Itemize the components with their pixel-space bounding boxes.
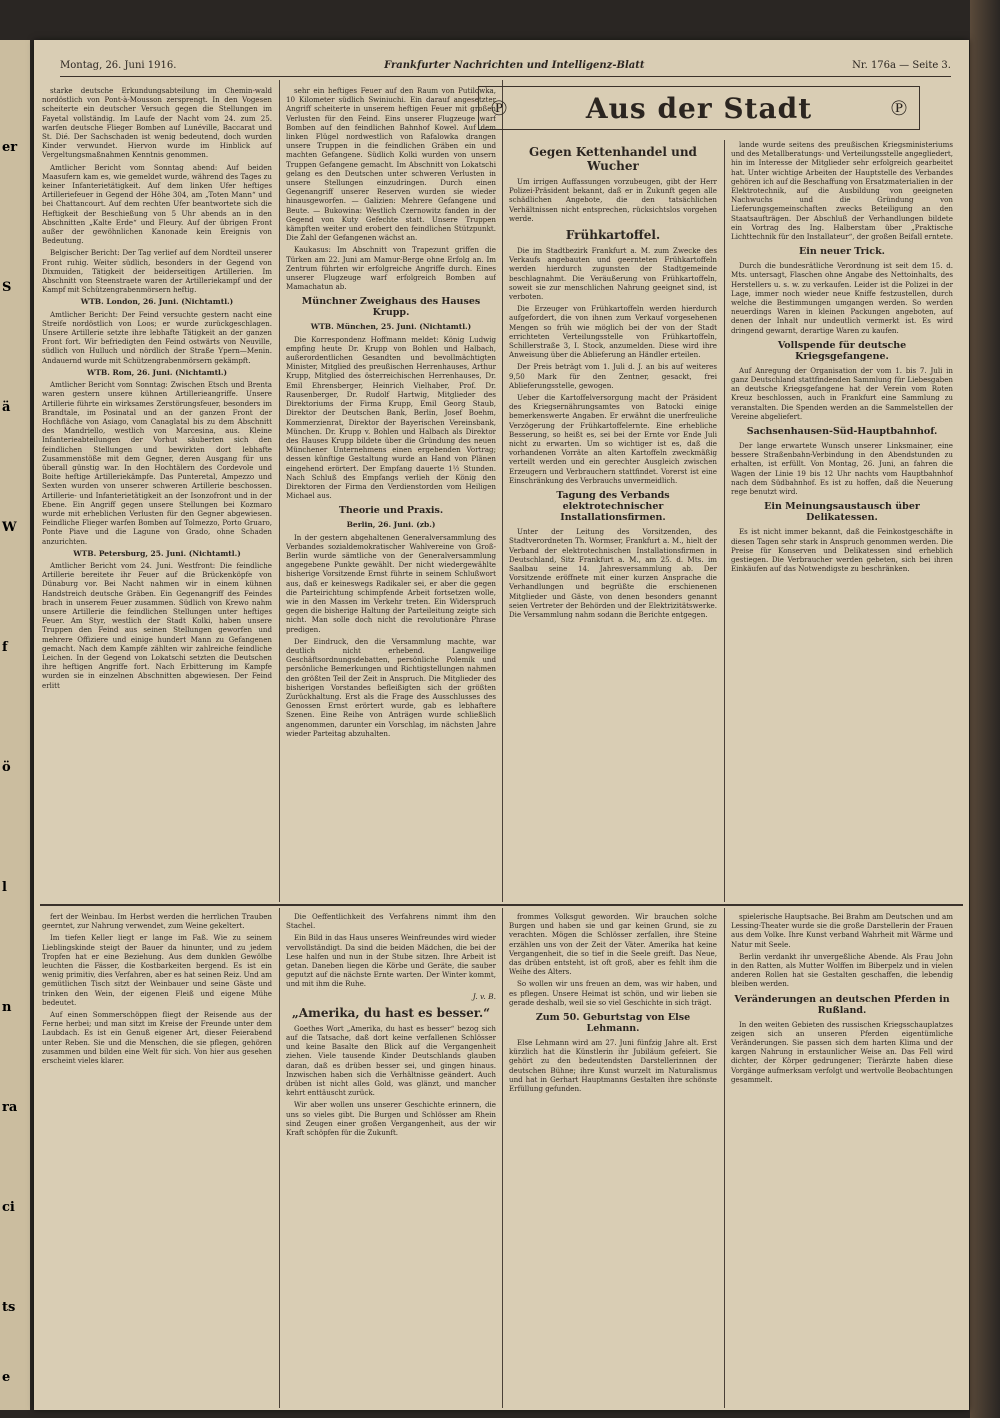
column-feuilleton	[731, 912, 953, 1404]
article-heading: Ein Meinungsaustausch über Delikatessen.	[764, 501, 920, 524]
paragraph: Belgischer Bericht: Der Tag verlief auf dem Nordteil unserer Front ruhig. Weiter südlich, besonders in der Gegend von Dixmuiden, Tätigkeit der beiderseitigen Artillerien. Im Abschnitt von Steenstraete waren der Artilleriekampf und der Kampf mit Schützengrabenmörsern heftig.	[42, 248, 272, 295]
strip-fragment: e	[2, 1370, 11, 1385]
paper-name: Frankfurter Nachrichten und Intelligenz-Blatt	[384, 59, 645, 71]
paragraph: Es ist nicht immer bekannt, daß die Feinkostgeschäfte in diesen Tagen sehr stark in Anspruch genommen werden. Die Preise für Konserven und Delikatessen sind erheblich gestiegen. Die Verbraucher werden gebeten, sich bei ihren Einkäufen auf das Notwendigste zu beschränken.	[731, 527, 953, 574]
dateline: WTB. München, 25. Juni. (Nichtamtl.)	[310, 322, 472, 332]
paragraph: Die Erzeuger von Frühkartoffeln werden hierdurch aufgefordert, die von ihnen zum Verkauf vorgesehenen Mengen so früh wie möglich bei der von der Stadt errichteten Verteilungsstelle von Frühkartoffeln, Schillerstraße 3, I. Stock, anzumelden. Diese wird ihre Anweisung über die Ablieferung an Händler erteilen.	[509, 304, 717, 360]
paragraph: Else Lehmann wird am 27. Juni fünfzig Jahre alt. Erst kürzlich hat die Künstlerin ihr Jubiläum gefeiert. Sie gehört zu den bedeutendsten Darstellerinnen der deutschen Bühne; ihre Kunst wurzelt im Naturalismus und hat in Gerhart Hauptmanns Gestalten ihre schönste Erfüllung gefunden.	[509, 1038, 717, 1094]
paragraph: Die im Stadtbezirk Frankfurt a. M. zum Zwecke des Verkaufs angebauten und geernteten Frühkartoffeln werden hierdurch zugunsten der Stadtgemeinde beschlagnahmt. Die Veräußerung von Frühkartoffeln, soweit sie zur menschlichen Nahrung geeignet sind, ist verboten.	[509, 246, 717, 302]
column-local-notes	[731, 140, 953, 902]
strip-fragment: ci	[2, 1200, 15, 1215]
ornament-icon: ℗	[490, 96, 508, 121]
article-heading: Zum 50. Geburtstag von Else Lehmann.	[535, 1012, 691, 1035]
paragraph: Wir aber wollen uns unserer Geschichte erinnern, die uns so vieles gibt. Die Burgen und Schlösser am Rhein sind Zeugen einer großen Vergangenheit, aus der wir Kraft schöpfen für die Zukunft.	[286, 1100, 496, 1138]
ornament-icon: ℗	[890, 96, 908, 121]
strip-fragment: l	[2, 880, 7, 895]
paragraph: Im tiefen Keller liegt er lange im Faß. Wie zu seinem Lieblingskinde steigt der Bauer da hinunter, und zu jedem Tropfen hat er eine Beziehung. Aus dem dunklen Gewölbe leuchten die Fässer, die Kostbarkeiten bergend. Es ist ein wenig primitiv, dies Verfahren, aber es hat seinen Reiz. Und am gemütlichen Tisch sitzt der Weinbauer und seine Gäste und trinken den Wein, der eigenen Fleiß und eigene Mühe bedeutet.	[42, 933, 272, 1007]
article-heading: „Amerika, du hast es besser.“	[291, 1005, 491, 1020]
column-feuilleton	[42, 912, 272, 1404]
paragraph: Unter der Leitung des Vorsitzenden, des Stadtverordneten Th. Wormser, Frankfurt a. M., hielt der Verband der elektrotechnischen Installationsfirmen in Deutschland, Sitz Frankfurt a. M., am 25. d. Mts. im Saalbau seine 14. Jahresversammlung ab. Der Vorsitzende eröffnete mit einer kurzen Ansprache die Verhandlungen und begrüßte die erschienenen Mitglieder und Gäste, von denen besonders genannt seien Vertreter der Behörden und der Elektrizitätswerke. Die Versammlung nahm sodann die Berichte entgegen.	[509, 527, 717, 619]
article-heading: Gegen Kettenhandel und Wucher	[529, 145, 697, 173]
section-title: Aus der Stadt	[585, 91, 813, 125]
article-heading: Theorie und Praxis.	[338, 505, 444, 517]
strip-fragment: W	[2, 520, 17, 535]
article-heading: Frühkartoffel.	[565, 228, 661, 243]
paragraph: Um irrigen Auffassungen vorzubeugen, gibt der Herr Polizei-Präsident bekannt, daß er in Zukunft gegen alle schädlichen Angebote, die den tatsächlichen Verhältnissen nicht entsprechen, rücksichtslos vorgehen werde.	[509, 177, 717, 223]
paragraph: Die Korrespondenz Hoffmann meldet: König Ludwig empfing heute Dr. Krupp von Bohlen und Halbach, außerordentlichen Gesandten und bevollmächtigten Minister, Mitglied des preußischen Herrenhauses, Arthur Krupp, Mitglied des österreichischen Herrenhauses, Dr. Emil Ehrensberger, Heinrich Vielhaber, Prof. Dr. Rausenberger, Dr. Rudolf Hartwig, Mitglieder des Direktoriums der Firma Krupp, Emil Georg Staub, Direktor der Deutschen Bank, Berlin, Josef Boehm, Kommerzienrat, Direktor der Bayerischen Vereinsbank, München. Dr. Krupp v. Bohlen und Halbach als Direktor des Hauses Krupp bildete über die Gründung des neuen Münchener Unternehmens einen ergebenden Vortrag; dessen künftige Gestaltung wurde an Hand von Plänen eingehend erörtert. Der Empfang dauerte 1½ Stunden. Nach Schluß des Empfangs verlieh der König den Direktoren der Firma den Verdienstorden vom Heiligen Michael aus.	[286, 334, 496, 501]
paragraph: Der lange erwartete Wunsch unserer Linksmainer, eine bessere Straßenbahn-Verbindung in den Abendstunden zu erhalten, ist erfüllt. Von Montag, 26. Juni, an fahren die Wagen der Linie 19 bis 12 Uhr nachts vom Hauptbahnhof nach dem Südbahnhof. Es ist zu hoffen, daß die Neuerung rege benutzt wird.	[731, 441, 953, 497]
paragraph: fert der Weinbau. Im Herbst werden die herrlichen Trauben geerntet, zur Nahrung verwendet, zum Weine gekeltert.	[42, 912, 272, 931]
paragraph: Kaukasus: Im Abschnitt von Trapezunt griffen die Türken am 22. Juni am Mamur-Berge ohne Erfolg an. Im Zentrum führten wir erfolgreiche Angriffe durch. Eines unserer Flugzeuge warf erfolgreich Bomben auf Mamachatun ab.	[286, 245, 496, 292]
strip-fragment: n	[2, 1000, 12, 1015]
paragraph: Berlin verdankt ihr unvergeßliche Abende. Als Frau John in den Ratten, als Mutter Wolffen im Biberpelz und in vielen anderen Rollen hat sie Gestalten geschaffen, die lebendig bleiben werden.	[731, 951, 953, 989]
paragraph: Ein Bild in das Haus unseres Weinfreundes wird wieder vervollständigt. Da sind die beiden Mädchen, die bei der Lese halfen und nun in der Stube sitzen. Ihre Arbeit ist getan. Daneben liegen die Körbe und Geräte, die sauber geputzt auf die nächste Ernte warten. Der Winter kommt, und mit ihm die Ruhe.	[286, 933, 496, 989]
article-heading: Ein neuer Trick.	[799, 246, 885, 258]
paragraph: Amtlicher Bericht vom Sonntag abend: Auf beiden Maasufern kam es, wie gemeldet wurde, während des Tages zu keiner Infanterietätigkeit. Auf dem linken Ufer heftiges Artilleriefeuer in Gegend der Höhe 304, am „Toten Mann“ und bei Chattancourt. Auf dem rechten Ufer beantwortete sich die Heftigkeit der Beschießung von 5 Uhr abends an in den Abschnitten „Kalte Erde“ und Fleury. Auf der übrigen Front außer der gewöhnlichen Kanonade kein Ereignis von Bedeutung.	[42, 162, 272, 246]
adjacent-page-strip	[0, 40, 30, 1410]
strip-fragment: ä	[2, 400, 11, 415]
column-feuilleton	[286, 912, 496, 1404]
author-signature: J. v. B.	[472, 991, 496, 1001]
paragraph: Die Oeffentlichkeit des Verfahrens nimmt ihm den Stachel.	[286, 912, 496, 931]
issue-page: Nr. 176a — Seite 3.	[852, 59, 951, 71]
paragraph: Auf einen Sommerschöppen fliegt der Reisende aus der Ferne herbei; und man sitzt im Kreise der Freunde unter dem Laubdach. Es ist ein Genuß eigener Art, dieser Feierabend unter Reben. Sie und die Menschen, die sie pflegen, gehören zusammen und bilden eine Welt für sich. Von hier aus gesehen erscheint vieles klarer.	[42, 1010, 272, 1066]
column-rule	[279, 80, 280, 902]
paragraph: sehr ein heftiges Feuer auf den Raum von Putilowka, 10 Kilometer südlich Swiniuchi. Ein darauf angesetzter Angriff scheiterte in unserem heftigen Feuer mit großen Verlusten für den Feind. Eins unserer Flugzeuge warf Bomben auf den feindlichen Bahnhof Kowel. Auf dem linken Flügel nordwestlich von Rafalowka drangen unsere Truppen in die feindlichen Gräben ein und machten Gefangene. Südlich Kolki wurden von unsern Truppen Gefangene gemacht. Im Abschnitt von Lokatschi gelang es den Deutschen unter schweren Verlusten in unsere Stellungen einzudringen. Durch einen Gegenangriff unserer Reserven wurden sie wieder hinausgeworfen. — Galizien: Mehrere Gefangene und Beute. — Bukowina: Westlich Czernowitz fanden in der Gegend von Kuty Gefechte statt. Unsere Truppen kämpften weiter und erobert den feindlichen Stützpunkt. Die Zahl der Gefangenen wächst an.	[286, 86, 496, 243]
paragraph: In der gestern abgehaltenen Generalversammlung des Verbandes sozialdemokratischer Wahlvereine von Groß-Berlin wurde sämtliche von der Generalversammlung angegebene Punkte gewählt. Der nicht wiedergewählte bisherige Vorsitzende Ernst führte in seinem Schlußwort aus, daß er keineswegs Radikaler sei, er aber die gegen die Parteirichtung schimpfende Arbeit fortsetzen wolle, wie in den Massen im Verkehr treten. Ein Widerspruch gegen die bisherige Haltung der Parteileitung zeigte sich nicht. Man solle doch nicht die revolutionäre Phrase predigen.	[286, 532, 496, 634]
dateline: Berlin, 26. Juni. (zb.)	[346, 520, 436, 530]
article-heading: Vollspende für deutsche Kriegsgefangene.	[777, 339, 907, 362]
paragraph: starke deutsche Erkundungsabteilung im Chemin-wald nordöstlich von Pont-à-Mousson zersprengt. In den Vogesen scheiterte ein deutscher Versuch gegen die Stellungen im Fayetal vollständig. Im Laufe der Nacht vom 24. zum 25. warfen deutsche Flieger Bomben auf Lunéville, Baccarat und St. Dié. Der Sachschaden ist wenig bedeutend, doch wurden Kinder verwundet. Hiervon wurde im Hinblick auf Vergeltungsmaßnahmen Kenntnis genommen.	[42, 86, 272, 160]
paragraph: Der Preis beträgt vom 1. Juli d. J. an bis auf weiteres 9,50 Mark für den Zentner, gesackt, frei Ablieferungsstelle, gewogen.	[509, 362, 717, 390]
section-banner	[478, 86, 920, 130]
column-rule	[724, 140, 725, 902]
paragraph: Amtlicher Bericht: Der Feind versuchte gestern nacht eine Streife nordöstlich von Loos; er wurde zurückgeschlagen. Unsere Artillerie setzte ihre lebhafte Tätigkeit an der ganzen Front fort. Wir befriedigten den Feind ostwärts von Neuville, südlich von Hulluch und nördlich der Straße Ypern—Menin. Andauernd wurde mit Schützengrabenmörsern gekämpft.	[42, 309, 272, 365]
article-heading: Münchner Zweighaus des Hauses Krupp.	[301, 296, 481, 319]
column-rule	[279, 908, 280, 1408]
column-rule	[502, 908, 503, 1408]
paragraph: So wollen wir uns freuen an dem, was wir haben, und es pflegen. Unsere Heimat ist schön, und wir lieben sie gerade deshalb, weil sie so viel Geschichte in sich trägt.	[509, 979, 717, 1007]
masthead	[60, 54, 951, 77]
page-edge	[970, 0, 1000, 1418]
paragraph: lande wurde seitens des preußischen Kriegsministeriums und des Metallberatungs- und Verteilungsstelle angegliedert, hin im Interesse der Mitglieder sehr erfolgreich gearbeitet hat. Unter wichtige Arbeiten der Hauptstelle des Verbandes gehören ich auf die Beschaffung von Ersatzmaterialien in der Elektrotechnik, auf die Ausbildung von geeigneten Nachwuchs und die Gründung von Lieferungsgemeinschaften zwecks Beteiligung an den Staatsaufträgen. Der Abschluß der Verhandlungen bildete ein Vortrag des Ing. Halberstam über „Praktische Lichttechnik für den Installateur“, der großen Beifall erntete.	[731, 140, 953, 242]
strip-fragment: f	[2, 640, 8, 655]
paragraph: Amtlicher Bericht vom 24. Juni. Westfront: Die feindliche Artillerie bereitete ihr Feuer auf die Brückenköpfe von Dünaburg vor. Bei Nacht nahmen wir in einem kühnen Handstreich deutsche Gräben. Ein Gegenangriff des Feindes brach in unserem Feuer zusammen. Südlich von Krewo nahm unsere Artillerie die feindlichen Stellungen unter heftiges Feuer. Am Styr, westlich der Stadt Kolki, haben unsere Truppen den Feind aus seinen Stellungen geworfen und mehrere Offiziere und einige hundert Mann zu Gefangenen gemacht. Nach dem Kampfe zählten wir zahlreiche feindliche Leichen. In der Gegend von Lokatschi setzten die Deutschen ihre heftigen Angriffe fort. Nach Erbitterung im Kampfe wurden sie in einzelnen Abschnitten abgewiesen. Der Feind erlitt	[42, 560, 272, 690]
article-heading: Veränderungen an deutschen Pferden in Rußland.	[734, 993, 950, 1016]
strip-fragment: ra	[2, 1100, 18, 1115]
dateline: WTB. Petersburg, 25. Juni. (Nichtamtl.)	[73, 548, 241, 558]
paragraph: Der Eindruck, den die Versammlung machte, war deutlich nicht erhebend. Langweilige Geschäftsordnungsdebatten, persönliche Polemik und persönliche Bemerkungen und Richtigstellungen nahmen den größten Teil der Zeit in Anspruch. Die Mitglieder des bisherigen Vorstandes befleißigten sich der größten Zurückhaltung. Erst als die Frage des Ausschlusses des Genossen Ernst erörtert wurde, gab es lebhaftere Szenen. Eine Reihe von Anträgen wurde schließlich angenommen, darunter ein Vorschlag, im nächsten Jahre wieder Parteitag abzuhalten.	[286, 636, 496, 738]
section-divider	[40, 904, 963, 906]
dateline: WTB. London, 26. Juni. (Nichtamtl.)	[80, 297, 234, 307]
article-heading: Sachsenhausen-Süd-Hauptbahnhof.	[746, 426, 938, 438]
strip-fragment: S	[2, 280, 12, 295]
paragraph: spielerische Hauptsache. Bei Brahm am Deutschen und am Lessing-Theater wurde sie die große Darstellerin der Frauen aus dem Volke. Ihre Kunst verband Wahrheit mit Wärme und Natur mit Seele.	[731, 912, 953, 949]
dateline: WTB. Rom, 26. Juni. (Nichtamtl.)	[86, 367, 228, 377]
column-rule	[724, 908, 725, 1408]
article-heading: Tagung des Verbands elektrotechnischer Installationsfirmen.	[556, 490, 670, 524]
strip-fragment: ö	[2, 760, 11, 775]
paragraph: Amtlicher Bericht vom Sonntag: Zwischen Etsch und Brenta waren gestern unsere kühnen Artillerieangriffe. Unsere Artillerie führte ein wirksames Zerstörungsfeuer, besonders im Brandtale, im Posinatal und an der ganzen Front der Hochfläche von Asiago, vom Canaglatal bis zu dem Abschnitt des Mandriello, westlich von Marcesina, aus. Kleine Infanterieabteilungen der Vorhut säuberten sich den feindlichen Stellungen und bewirkten dort lebhafte Zusammenstöße mit dem Gegner, deren Ausgang für uns überall günstig war. In den Hochtälern des Cordevole und Boite heftige Artilleriekämpfe. Das Punteretal, Ampezzo und Sexten wurden von unserer schweren Artillerie beschossen. Artillerie- und Infanterietätigkeit an der Isonzofront und in der Ebene. Ein Angriff gegen unsere Stellungen bei Kozmaro wurde mit erheblichen Verlusten für den Gegner abgewiesen. Feindliche Flieger warfen Bomben auf Tolmezzo, Porto Gruaro, Ponte Piave und die Lagune von Grado, ohne Schaden anzurichten.	[42, 380, 272, 546]
paragraph: frommes Volksgut geworden. Wir brauchen solche Burgen und haben sie und gar keinen Grund, sie zu verachten. Mögen die Schlösser zerfallen, ihre Steine erzählen uns von der Zeit der Väter. Amerika hat keine Vergangenheit, die so tief in die Seele greift. Das Neue, das drüben entsteht, ist oft groß, aber es fehlt ihm die Weihe des Alters.	[509, 912, 717, 977]
strip-fragment: ts	[2, 1300, 16, 1315]
paragraph: Auf Anregung der Organisation der vom 1. bis 7. Juli in ganz Deutschland stattfindenden Sammlung für Liebesgaben an deutsche Kriegsgefangene hat der Verein vom Roten Kreuz beschlossen, auch in Frankfurt eine Sammlung zu veranstalten. Die Spenden werden an die Sammelstellen der Vereine abgeliefert.	[731, 365, 953, 421]
paragraph: Durch die bundesrätliche Verordnung ist seit dem 15. d. Mts. untersagt, Flaschen ohne Angabe des Nettoinhalts, des Herstellers u. s. w. zu verkaufen. Leider ist die Polizei in der Lage, immer noch wieder neue Kniffe festzustellen, durch welche die Bestimmungen umgangen werden. So werden neuerdings Waren in kleinen Packungen angeboten, auf denen der Inhalt nur undeutlich vermerkt ist. Es wird dringend gewarnt, derartige Waren zu kaufen.	[731, 261, 953, 335]
column-city-news	[509, 140, 717, 902]
column-news	[286, 86, 496, 902]
issue-date: Montag, 26. Juni 1916.	[60, 59, 177, 71]
paragraph: In den weiten Gebieten des russischen Kriegsschauplatzes zeigen sich an unseren Pferden eigentümliche Veränderungen. Sie passen sich dem harten Klima und der kargen Nahrung in erstaunlicher Weise an. Das Fell wird dichter, der Körper gedrungener; Tierärzte haben diese Vorgänge aufmerksam verfolgt und wertvolle Beobachtungen gesammelt.	[731, 1019, 953, 1084]
column-war-reports	[42, 86, 272, 902]
column-feuilleton	[509, 912, 717, 1404]
paragraph: Goethes Wort „Amerika, du hast es besser“ bezog sich auf die Tatsache, daß dort keine verfallenen Schlösser und keine Basalte den Blick auf die Vergangenheit ziehen. Viele tausende Kinder Deutschlands glauben daran, daß es drüben besser sei, und gingen hinaus. Inzwischen haben sich die Verhältnisse geändert. Auch drüben ist nicht alles Gold, was glänzt, und mancher kehrt enttäuscht zurück.	[286, 1023, 496, 1098]
newspaper-page	[34, 40, 969, 1410]
column-rule	[502, 80, 503, 902]
paragraph: Ueber die Kartoffelversorgung macht der Präsident des Kriegsernährungsamtes von Batocki einige bemerkenswerte Angaben. Er erwähnt die unerfreuliche Verzögerung der Frühkartoffelernte. Eine erhebliche Besserung, so heißt es, sei bei der Ernte vor Ende Juli nicht zu erwarten. Um so wichtiger ist es, daß die vorhandenen Vorräte an alten Kartoffeln zweckmäßig verteilt werden und ein gerechter Ausgleich zwischen Erzeugern und Verbrauchern stattfindet. Vorerst ist eine Einschränkung des Verbrauchs unvermeidlich.	[509, 393, 717, 485]
strip-fragment: er	[2, 140, 18, 155]
